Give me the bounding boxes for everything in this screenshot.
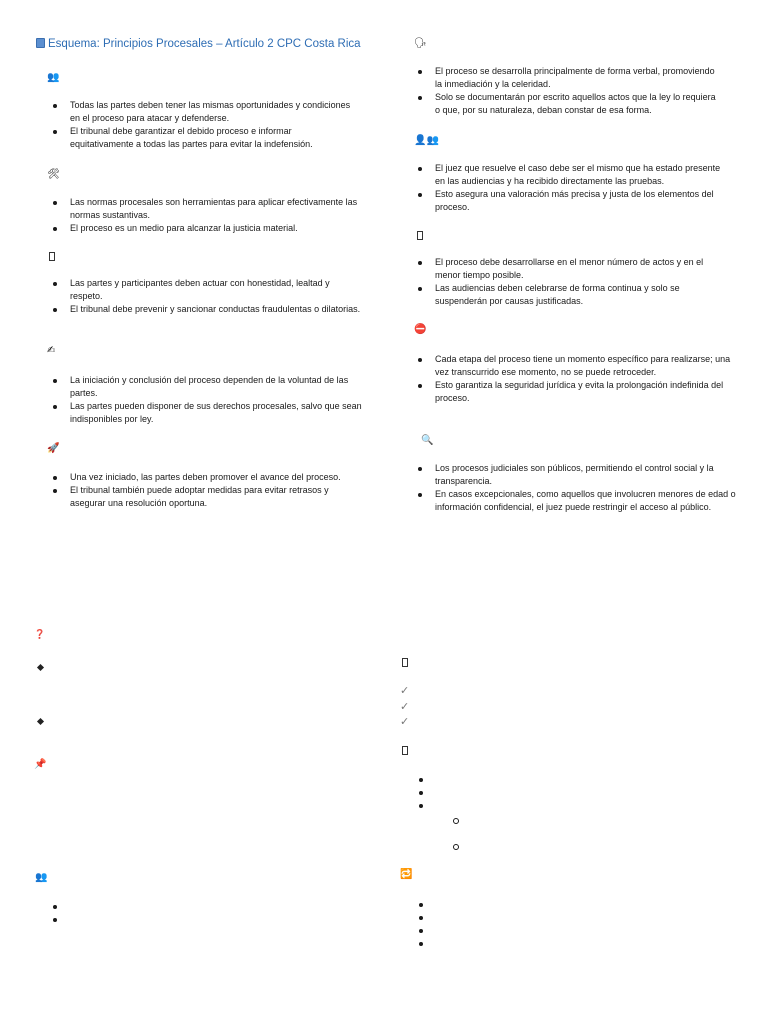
empty-bullet [53,918,57,922]
tools-icon: 🛠 [47,169,60,180]
document-title-text: Esquema: Principios Procesales – Artículo 2 CPC Costa Rica [48,38,361,50]
empty-bullet [419,778,423,782]
list-item: El tribunal debe garantizar el debido proceso e informar equitativamente a todas las partes para evitar la indefensión. [53,125,353,151]
empty-bullet [419,804,423,808]
rocket-icon: 🚀 [47,443,60,454]
bullet-list [418,462,736,514]
list-item: Las partes y participantes deben actuar con honestidad, lealtad y respeto. [53,277,363,303]
bullet-list [418,353,736,405]
empty-bullet [53,905,57,909]
repeat-icon: 🔁 [400,869,413,880]
writing-hand-icon: ✍ [47,345,56,356]
people-icon: 👥 [47,72,60,83]
list-item: Solo se documentarán por escrito aquellos actos que la ley lo requiera o que, por su naturaleza, deban constar de esa forma. [418,91,718,117]
no-entry-icon: ⛔ [414,324,427,335]
missing-glyph-icon [402,746,408,755]
magnifier-icon: 🔍 [421,435,434,446]
list-item: La iniciación y conclusión del proceso dependen de la voluntad de las partes. [53,374,363,400]
list-item: Cada etapa del proceso tiene un momento específico para realizarse; una vez transcurrido ese momento, no se puede retroceder. [418,353,736,379]
list-item: Todas las partes deben tener las mismas oportunidades y condiciones en el proceso para atacar y defenderse. [53,99,353,125]
missing-glyph-icon [49,252,55,261]
list-item: Esto garantiza la seguridad jurídica y evita la prolongación indefinida del proceso. [418,379,736,405]
empty-bullet [419,942,423,946]
empty-bullet [419,791,423,795]
list-item: El juez que resuelve el caso debe ser el mismo que ha estado presente en las audiencias y ha recibido directamente las pruebas. [418,162,730,188]
list-item: En casos excepcionales, como aquellos que involucren menores de edad o información confidencial, el juez puede restringir el acceso al público. [418,488,736,514]
diamond-icon [37,718,44,725]
bullet-list [418,256,730,308]
list-item: El proceso debe desarrollarse en el menor número de actos y en el menor tiempo posible. [418,256,730,282]
list-item: El proceso es un medio para alcanzar la justicia material. [53,222,371,235]
bullet-list [53,196,371,235]
bullet-list [53,277,363,316]
missing-glyph-icon [417,231,423,240]
list-item: El tribunal también puede adoptar medidas para evitar retrasos y asegurar una resolución oportuna. [53,484,363,510]
check-icon: ✓ [400,700,410,713]
empty-bullet [419,916,423,920]
people-icon: 👥 [35,872,48,883]
judge-people-icon: 👤👥 [414,135,439,146]
empty-bullet [419,929,423,933]
pin-icon: 📌 [34,759,47,770]
list-item: El proceso se desarrolla principalmente de forma verbal, promoviendo la inmediación y la celeridad. [418,65,718,91]
list-item: Las normas procesales son herramientas para aplicar efectivamente las normas sustantivas. [53,196,371,222]
missing-glyph-icon [402,658,408,667]
speaking-icon: 🗣 [414,38,427,49]
list-item: Esto asegura una valoración más precisa y justa de los elementos del proceso. [418,188,730,214]
bullet-list [53,99,353,151]
empty-sub-bullet [453,844,459,850]
document-title [36,38,361,50]
bullet-list [418,65,718,117]
empty-bullet [419,903,423,907]
bullet-list [418,162,730,214]
bullet-list [53,374,363,426]
list-item: Una vez iniciado, las partes deben promover el avance del proceso. [53,471,363,484]
list-item: El tribunal debe prevenir y sancionar conductas fraudulentas o dilatorias. [53,303,363,316]
list-item: Las partes pueden disponer de sus derechos procesales, salvo que sean indisponibles por ley. [53,400,363,426]
bullet-list [53,471,363,510]
list-item: Los procesos judiciales son públicos, permitiendo el control social y la transparencia. [418,462,736,488]
check-icon: ✓ [400,715,410,728]
question-icon: ❓ [34,630,46,640]
diamond-icon [37,664,44,671]
check-icon: ✓ [400,684,410,697]
book-icon [36,38,45,48]
empty-sub-bullet [453,818,459,824]
list-item: Las audiencias deben celebrarse de forma continua y solo se suspenderán por causas justificadas. [418,282,730,308]
